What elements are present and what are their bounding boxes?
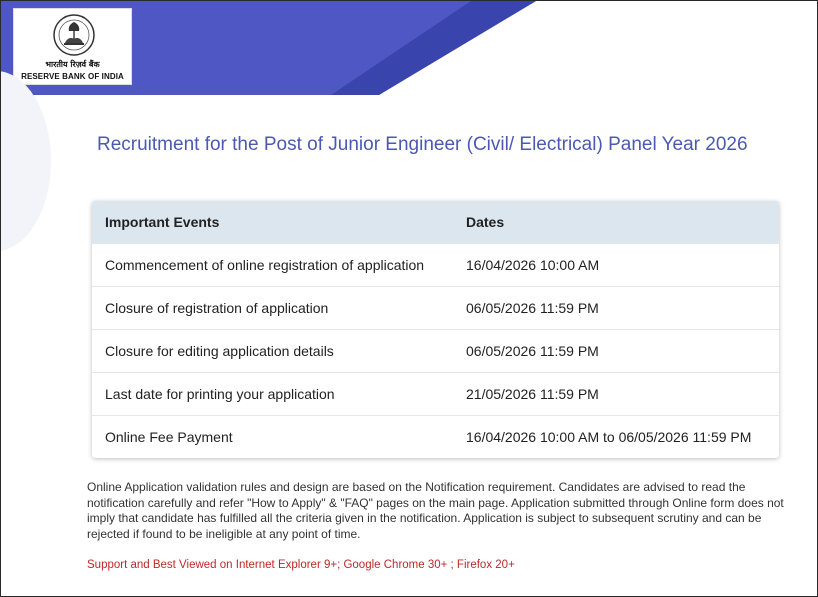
browser-support-note: Support and Best Viewed on Internet Explorer 9+; Google Chrome 30+ ; Firefox 20+ bbox=[87, 559, 515, 571]
column-header-dates: Dates bbox=[453, 201, 779, 244]
table-row bbox=[92, 373, 779, 416]
important-events-table bbox=[92, 201, 779, 458]
table-row bbox=[92, 330, 779, 373]
decorative-circle bbox=[0, 71, 51, 251]
event-date: 06/05/2026 11:59 PM bbox=[453, 287, 779, 330]
logo-english-text: RESERVE BANK OF INDIA bbox=[21, 72, 124, 81]
event-name: Online Fee Payment bbox=[92, 416, 453, 459]
event-date: 21/05/2026 11:59 PM bbox=[453, 373, 779, 416]
event-name: Closure for editing application details bbox=[92, 330, 453, 373]
event-name: Closure of registration of application bbox=[92, 287, 453, 330]
column-header-events: Important Events bbox=[92, 201, 453, 244]
rbi-seal-icon bbox=[52, 13, 96, 57]
event-date: 16/04/2026 10:00 AM bbox=[453, 244, 779, 287]
event-date: 06/05/2026 11:59 PM bbox=[453, 330, 779, 373]
event-name: Commencement of online registration of application bbox=[92, 244, 453, 287]
table-header-row bbox=[92, 201, 779, 244]
table-row bbox=[92, 287, 779, 330]
page-title: Recruitment for the Post of Junior Engineer (Civil/ Electrical) Panel Year 2026 bbox=[97, 134, 748, 155]
event-name: Last date for printing your application bbox=[92, 373, 453, 416]
table-row bbox=[92, 416, 779, 459]
logo-hindi-text: भारतीय रिज़र्व बैंक bbox=[45, 60, 100, 69]
event-date: 16/04/2026 10:00 AM to 06/05/2026 11:59 PM bbox=[453, 416, 779, 459]
rbi-logo bbox=[13, 8, 132, 85]
disclaimer-note: Online Application validation rules and design are based on the Notification requirement. Candidates are advised to read the notification carefully and refer "How to Apply" & "FAQ" pages on the main page. Application submitted through Online form does not imply that candidate has fulfilled all the criteria given in the notification. Application is subject to subsequent scrutiny and can be rejected if found to be ineligible at any point of time. bbox=[87, 480, 784, 541]
table-row bbox=[92, 244, 779, 287]
